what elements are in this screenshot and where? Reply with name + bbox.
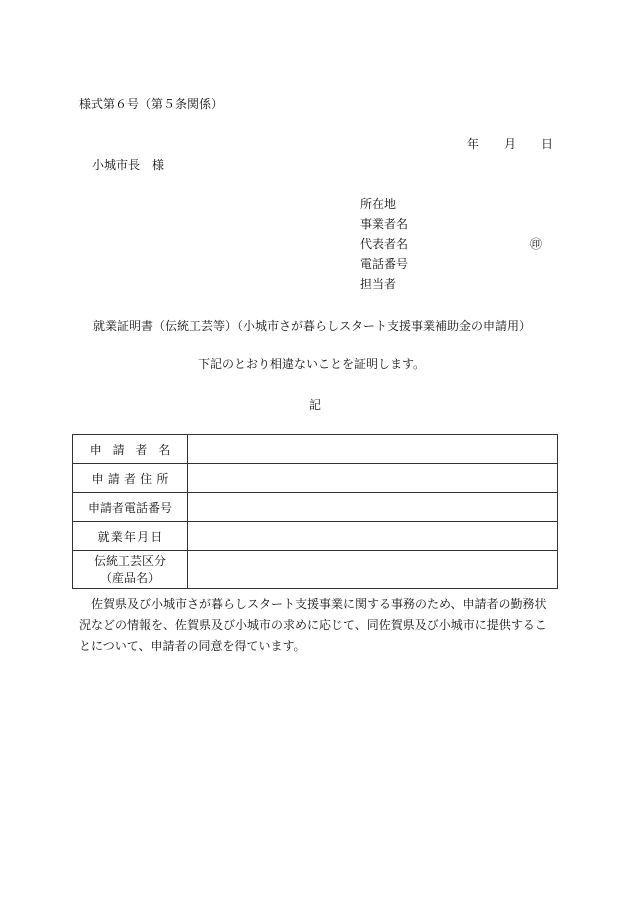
- applicant-block: [360, 196, 550, 296]
- applicant-name-value[interactable]: [188, 435, 558, 464]
- applicant-contact-label: 担当者: [360, 277, 397, 291]
- applicant-address-value[interactable]: [188, 464, 558, 493]
- table-row: [73, 551, 558, 589]
- form-number: 様式第６号（第５条関係）: [79, 97, 224, 111]
- addressee: 小城市長 様: [92, 158, 165, 172]
- document-title: 就業証明書（伝統工芸等）（小城市さが暮らしスタート支援事業補助金の申請用）: [93, 319, 532, 333]
- applicant-phone-value[interactable]: [188, 493, 558, 522]
- craft-category-value[interactable]: [188, 551, 558, 589]
- applicant-representative-row: [360, 236, 550, 256]
- certification-statement: 下記のとおり相違ないことを証明します。: [198, 357, 426, 371]
- info-table: [72, 434, 558, 589]
- table-row: [73, 522, 558, 551]
- applicant-representative-label: 代表者名: [360, 237, 409, 251]
- table-row: [73, 435, 558, 464]
- applicant-address-label: 所在地: [360, 197, 397, 211]
- row-label: 申請者名: [73, 435, 188, 464]
- date-month-label: 月: [504, 137, 517, 151]
- seal-mark: ㊞: [530, 237, 543, 251]
- row-label: 申請者住所: [73, 464, 188, 493]
- table-row: [73, 464, 558, 493]
- ki-heading: 記: [309, 398, 322, 412]
- row-label: 伝統工芸区分 （産品名）: [73, 551, 188, 589]
- applicant-business-name-label: 事業者名: [360, 217, 409, 231]
- applicant-phone-label: 電話番号: [360, 257, 409, 271]
- table-row: [73, 493, 558, 522]
- employment-date-value[interactable]: [188, 522, 558, 551]
- consent-paragraph: 佐賀県及び小城市さが暮らしスタート支援事業に関する事務のため、申請者の勤務状況などの情報を、佐賀県及び小城市の求めに応じて、同佐賀県及び小城市に提供することについて、申請者の同意を得ています。: [79, 597, 547, 653]
- row-label: 就業年月日: [73, 522, 188, 551]
- date-day-label: 日: [541, 137, 554, 151]
- row-label: 申請者電話番号: [73, 493, 188, 522]
- date-year-label: 年: [467, 137, 480, 151]
